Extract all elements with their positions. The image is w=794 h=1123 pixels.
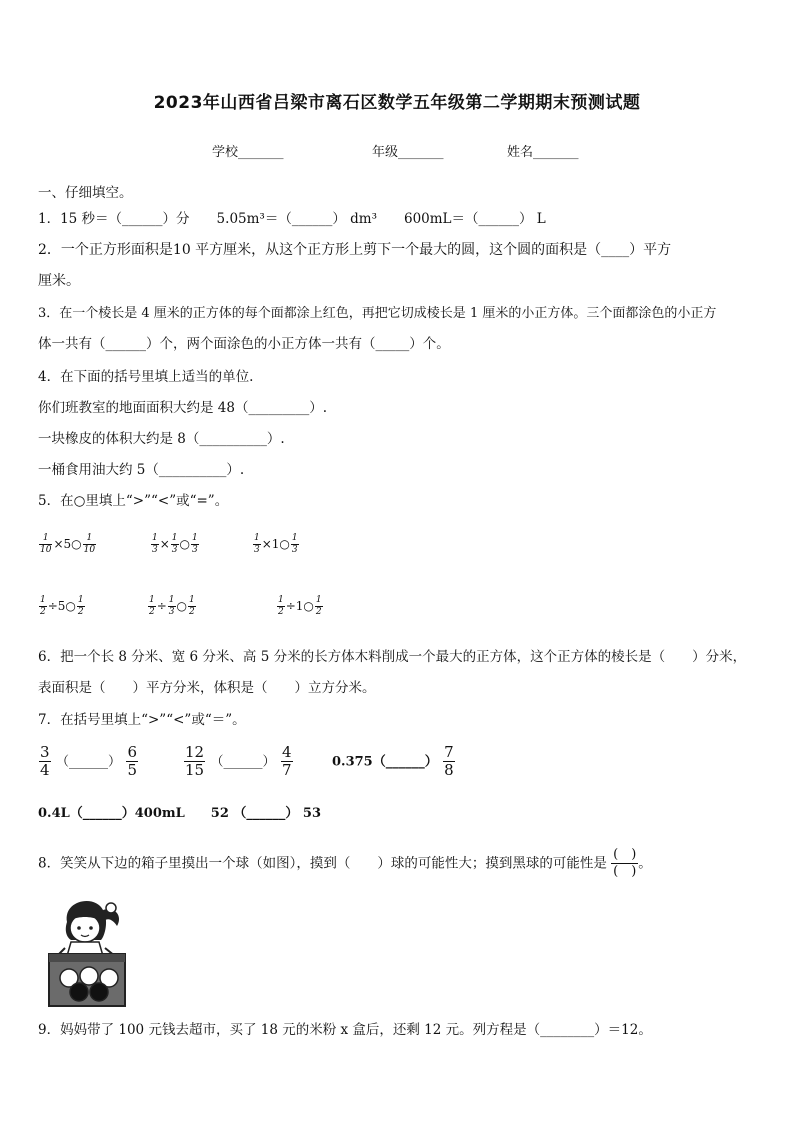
question-5: 5．在○里填上“>”“<”或“=”。 (38, 493, 229, 509)
school-field: 学校_______ (212, 145, 284, 160)
question-2-line-1: 2．一个正方形面积是10 平方厘米，从这个正方形上剪下一个最大的圆，这个圆的面积是（____）平方 (38, 242, 672, 258)
page-title: 2023年山西省吕梁市离石区数学五年级第二学期期末预测试题 (153, 93, 641, 113)
question-4: 4．在下面的括号里填上适当的单位. (38, 369, 254, 385)
compare-item-c: $\frac{1}{3}$ ×1○ $\frac{1}{3}$ (254, 533, 298, 555)
compare-item-d: $\frac{1}{2}$ ÷5○ $\frac{1}{2}$ (40, 595, 84, 617)
question-7-row-2: 0.4L（______）400mL 52 （______） 53 (38, 806, 322, 821)
question-4-c: 一桶食用油大约 5（__________）. (38, 462, 245, 478)
compare-fraction-a: $\frac{3}{4}$ （______） $\frac{6}{5}$ (40, 743, 138, 779)
compare-item-a: $\frac{1}{10}$ ×5○ $\frac{1}{10}$ (40, 533, 96, 555)
question-6-line-2: 表面积是（ ）平方分米，体积是（ ）立方分米。 (38, 680, 376, 696)
girl-with-ball-box-illustration (45, 892, 130, 1012)
question-3-line-2: 体一共有（______）个，两个面涂色的小正方体一共有（_____）个。 (38, 336, 450, 352)
grade-field: 年级_______ (372, 145, 444, 160)
compare-item-f: $\frac{1}{2}$ ÷1○ $\frac{1}{2}$ (278, 595, 322, 617)
question-9: 9．妈妈带了 100 元钱去超市，买了 18 元的米粉 x 盒后，还剩 12 元。列方程是（________）＝12。 (38, 1022, 652, 1038)
question-6-line-1: 6．把一个长 8 分米、宽 6 分米、高 5 分米的长方体木料削成一个最大的正方体，这个正方体的棱长是（ ）分米， (38, 649, 747, 665)
question-2-line-2: 厘米。 (38, 273, 80, 289)
question-3-line-1: 3．在一个棱长是 4 厘米的正方体的每个面都涂上红色，再把它切成棱长是 1 厘米的小正方体。三个面都涂色的小正方 (38, 306, 717, 321)
section-heading: 一、仔细填空。 (38, 185, 133, 201)
question-4-a: 你们班教室的地面面积大约是 48（_________）. (38, 400, 328, 416)
name-field: 姓名_______ (507, 145, 579, 160)
answer-fraction: ( ) ( ) (613, 847, 637, 880)
compare-item-b: $\frac{1}{3}$ × $\frac{1}{3}$ ○ $\frac{1}{3}$ (152, 533, 198, 555)
question-4-b: 一块橡皮的体积大约是 8（__________）. (38, 431, 285, 447)
compare-fraction-b: $\frac{12}{15}$ （______） $\frac{4}{7}$ (185, 743, 292, 779)
compare-item-e: $\frac{1}{2}$ ÷ $\frac{1}{3}$ ○ $\frac{1}{2}$ (149, 595, 195, 617)
question-8: 8．笑笑从下边的箱子里摸出一个球（如图），摸到（ ）球的可能性大；摸到黑球的可能性是 ( ) ( ) 。 (38, 847, 652, 880)
question-1: 1．15 秒＝（______）分 5.05m³＝（______） dm³ 600mL＝（______） L (38, 211, 546, 227)
compare-fraction-c: 0.375（______） $\frac{7}{8}$ (332, 743, 454, 779)
question-7: 7．在括号里填上“>”“<”或“＝”。 (38, 712, 246, 728)
